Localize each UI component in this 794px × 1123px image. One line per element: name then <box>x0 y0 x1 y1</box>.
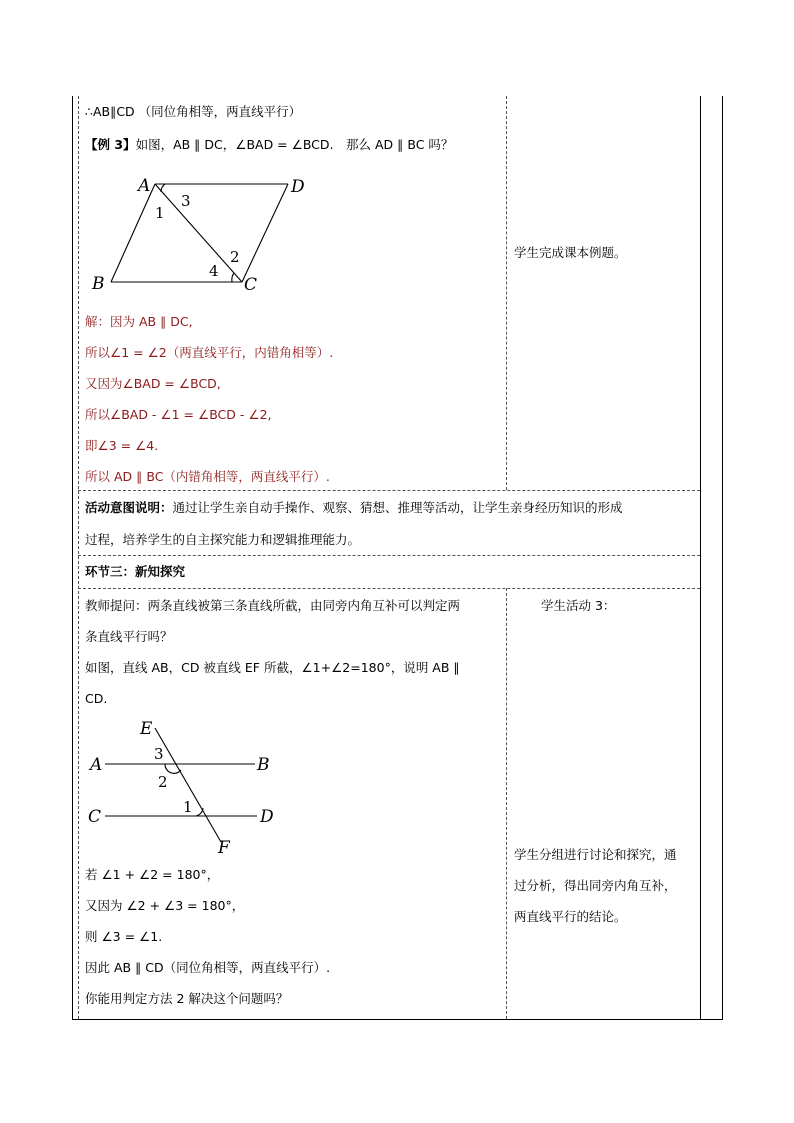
point-label-e: E <box>140 719 153 739</box>
example-3-line <box>85 137 453 153</box>
point-label-c: C <box>88 807 102 827</box>
row-separator-1 <box>78 490 700 491</box>
point-label-f: F <box>218 838 230 858</box>
angle-arc-c <box>232 273 234 282</box>
step-line-1: 若 ∠1 + ∠2 = 180°， <box>85 867 220 882</box>
conclusion-line: ∴AB∥CD （同位角相等，两直线平行） <box>85 104 302 119</box>
problem-line-1: 如图，直线 AB，CD 被直线 EF 所截，∠1+∠2=180°，说明 AB ∥ <box>85 660 460 675</box>
student-activity-line-1: 学生分组进行讨论和探究，通 <box>514 847 677 862</box>
table-left-border <box>72 96 73 1020</box>
solution-line-2: 所以∠1 = ∠2（两直线平行，内错角相等）. <box>85 345 334 360</box>
solution-line-1: 解：因为 AB ∥ DC, <box>85 314 193 329</box>
solution-line-6: 所以 AD ∥ BC（内错角相等，两直线平行）. <box>85 469 330 484</box>
question-line-2: 条直线平行吗？ <box>85 629 173 644</box>
angle-label-4: 4 <box>209 262 219 280</box>
point-label-b: B <box>257 755 270 775</box>
table-bottom-border <box>72 1019 723 1020</box>
parallelogram-figure <box>88 172 318 297</box>
solution-line-4: 所以∠BAD - ∠1 = ∠BCD - ∠2, <box>85 407 272 422</box>
angle-label-2: 2 <box>158 773 168 791</box>
vertex-label-d: D <box>291 177 305 197</box>
row-separator-2 <box>78 555 700 556</box>
student-activity-title: 学生活动 3： <box>541 598 616 613</box>
question-line-1: 教师提问：两条直线被第三条直线所截，由同旁内角互补可以判定两 <box>85 598 461 613</box>
student-activity-line-2: 过分析，得出同旁内角互补， <box>514 878 677 893</box>
solution-line-5: 即∠3 = ∠4. <box>85 438 159 453</box>
student-note-1: 学生完成课本例题。 <box>514 245 627 260</box>
table-right-border <box>722 96 723 1020</box>
activity-text-1: 通过让学生亲自动手操作、观察、猜想、推理等活动，让学生亲身经历知识的形成 <box>172 500 623 515</box>
vertex-label-c: C <box>244 275 258 295</box>
vertex-label-b: B <box>92 274 105 294</box>
student-activity-line-3: 两直线平行的结论。 <box>514 909 627 924</box>
problem-line-2: CD. <box>85 691 108 706</box>
step-line-5: 你能用判定方法 2 解决这个问题吗？ <box>85 991 289 1006</box>
segment-dc <box>242 184 288 282</box>
activity-label: 活动意图说明： <box>85 500 173 515</box>
step-line-2: 又因为 ∠2 + ∠3 = 180°， <box>85 898 245 913</box>
example-tag: 【例 3】 <box>85 137 136 152</box>
angle-label-3: 3 <box>154 745 164 763</box>
vertex-label-a: A <box>138 176 151 196</box>
column-separator-1 <box>506 96 507 490</box>
segment-ab <box>111 184 155 282</box>
left-inner-dashed <box>78 96 79 1019</box>
transversal-figure <box>85 712 285 858</box>
point-label-a: A <box>90 755 103 775</box>
solution-line-3: 又因为∠BAD = ∠BCD, <box>85 376 221 391</box>
example-text: 如图，AB ∥ DC，∠BAD = ∠BCD. 那么 AD ∥ BC 吗？ <box>135 137 454 152</box>
diagonal-ac <box>155 184 242 282</box>
section-3-header: 环节三：新知探究 <box>85 564 186 579</box>
row-separator-3 <box>78 588 700 589</box>
table-right-inner-border <box>700 96 701 1020</box>
angle-label-1: 1 <box>183 798 193 816</box>
step-line-3: 则 ∠3 = ∠1. <box>85 929 163 944</box>
angle-label-2: 2 <box>230 248 240 266</box>
angle-label-3: 3 <box>181 192 191 210</box>
angle-arc-a <box>161 184 165 192</box>
angle-label-1: 1 <box>155 204 165 222</box>
step-line-4: 因此 AB ∥ CD（同位角相等，两直线平行）. <box>85 960 331 975</box>
point-label-d: D <box>260 807 274 827</box>
activity-line-2: 过程，培养学生的自主探究能力和逻辑推理能力。 <box>85 532 361 547</box>
activity-line-1 <box>85 500 623 516</box>
column-separator-2 <box>506 588 507 1019</box>
